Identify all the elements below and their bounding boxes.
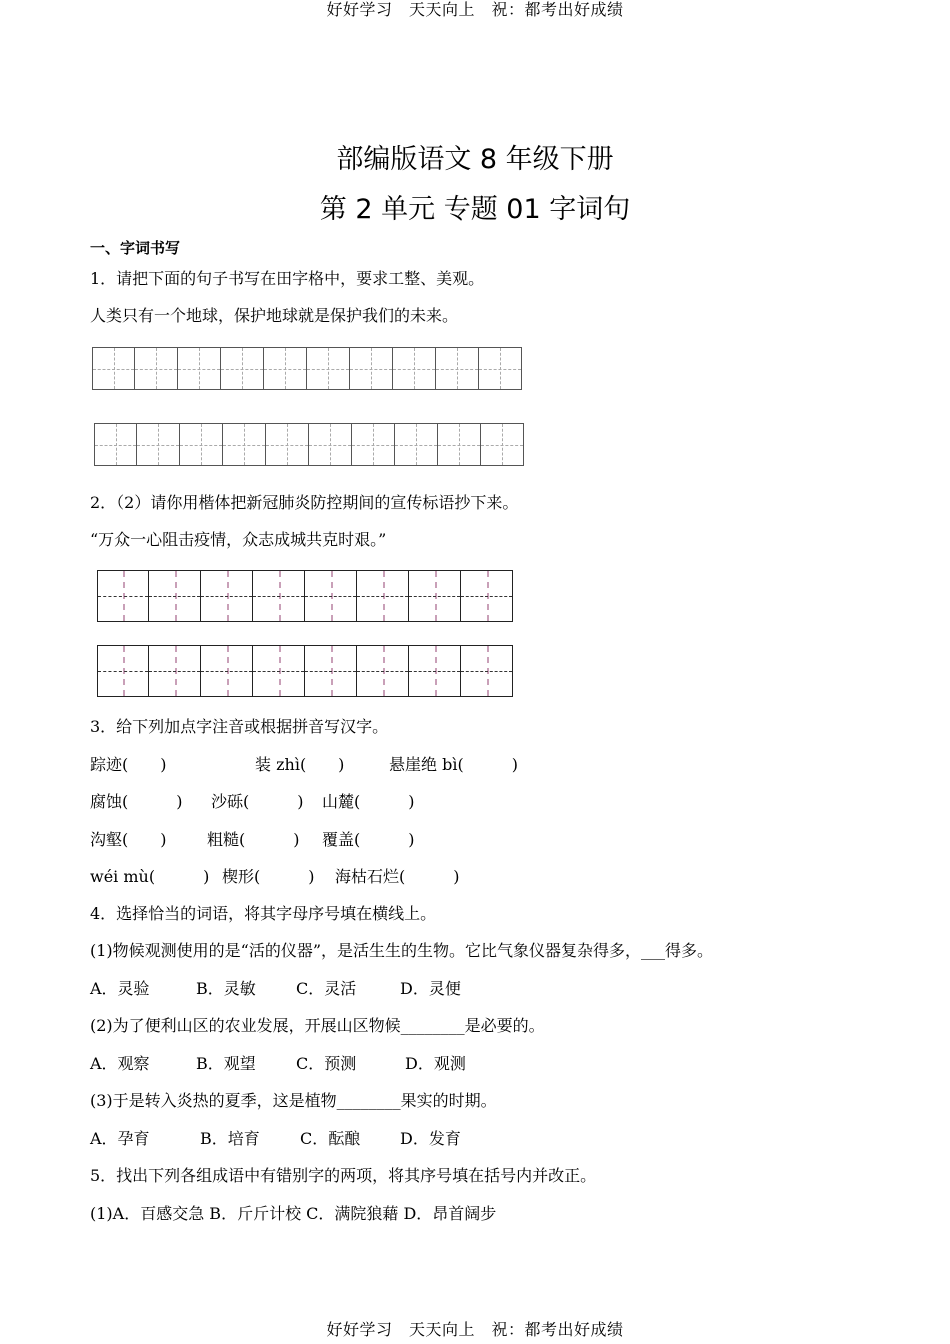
grid-cell[interactable]: [357, 570, 409, 622]
q3-item: 腐蚀( ): [90, 792, 183, 811]
q5-prompt: 5．找出下列各组成语中有错别字的两项，将其序号填在括号内并改正。: [90, 1166, 597, 1185]
grid-cell[interactable]: [395, 423, 438, 466]
q3-item: 山麓( ): [322, 792, 415, 811]
q3-item: wéi mù( ): [90, 867, 210, 886]
q3-prompt: 3．给下列加点字注音或根据拼音写汉字。: [90, 717, 389, 736]
q4-sub1: (1)物候观测使用的是“活的仪器”，是活生生的生物。它比气象仪器复杂得多，___得多。: [90, 941, 714, 960]
grid-cell[interactable]: [350, 347, 393, 390]
grid-cell[interactable]: [305, 570, 357, 622]
grid-cell[interactable]: [357, 645, 409, 697]
q3-item: 海枯石烂( ): [335, 867, 460, 886]
q4-prompt: 4．选择恰当的词语，将其字母序号填在横线上。: [90, 904, 437, 923]
grid-cell[interactable]: [201, 645, 253, 697]
grid-cell[interactable]: [352, 423, 395, 466]
grid-cell[interactable]: [135, 347, 178, 390]
q3-item: 楔形( ): [222, 867, 315, 886]
tian-grid-row-1[interactable]: [92, 347, 522, 390]
section-heading: 一、字词书写: [90, 239, 181, 257]
option-b: B．灵敏: [196, 979, 256, 998]
doc-subtitle: 第 2 单元 专题 01 字词句: [319, 194, 631, 225]
option-c: C．预测: [296, 1054, 357, 1073]
option-b: B．培育: [200, 1129, 260, 1148]
option-d: D．观测: [405, 1054, 466, 1073]
grid-cell[interactable]: [178, 347, 221, 390]
grid-cell[interactable]: [97, 570, 149, 622]
grid-cell[interactable]: [409, 645, 461, 697]
grid-cell[interactable]: [393, 347, 436, 390]
q2-prompt: 2．（2）请你用楷体把新冠肺炎防控期间的宣传标语抄下来。: [90, 493, 519, 512]
grid-cell[interactable]: [180, 423, 223, 466]
grid-cell[interactable]: [461, 645, 513, 697]
grid-cell[interactable]: [266, 423, 309, 466]
grid-cell[interactable]: [479, 347, 522, 390]
page-header: 好好学习 天天向上 祝：都考出好成绩: [326, 0, 624, 19]
grid-cell[interactable]: [149, 570, 201, 622]
grid-cell[interactable]: [481, 423, 524, 466]
q3-item: 装 zhì( ): [255, 755, 345, 774]
option-d: D．灵便: [400, 979, 461, 998]
option-a: A．灵验: [90, 979, 150, 998]
page-footer: 好好学习 天天向上 祝：都考出好成绩: [326, 1320, 624, 1339]
q3-item: 悬崖绝 bì( ): [389, 755, 518, 774]
grid-cell[interactable]: [221, 347, 264, 390]
q4-sub2: (2)为了便利山区的农业发展，开展山区物候________是必要的。: [90, 1016, 545, 1035]
grid-cell[interactable]: [409, 570, 461, 622]
q3-item: 踪迹( ): [90, 755, 167, 774]
grid-cell[interactable]: [223, 423, 266, 466]
grid-cell[interactable]: [307, 347, 350, 390]
grid-cell[interactable]: [137, 423, 180, 466]
q3-item: 粗糙( ): [207, 830, 300, 849]
grid-cell[interactable]: [92, 347, 135, 390]
big-grid-row-2[interactable]: [97, 645, 513, 697]
grid-cell[interactable]: [436, 347, 479, 390]
tian-grid-row-2[interactable]: [94, 423, 524, 466]
option-b: B．观望: [196, 1054, 256, 1073]
q4-sub3: (3)于是转入炎热的夏季，这是植物________果实的时期。: [90, 1091, 497, 1110]
q1-sentence: 人类只有一个地球，保护地球就是保护我们的未来。: [90, 306, 459, 325]
q3-item: 沙砾( ): [211, 792, 304, 811]
grid-cell[interactable]: [305, 645, 357, 697]
q2-slogan: “万众一心阻击疫情，众志成城共克时艰。”: [90, 530, 387, 549]
grid-cell[interactable]: [97, 645, 149, 697]
grid-cell[interactable]: [309, 423, 352, 466]
doc-title: 部编版语文 8 年级下册: [336, 144, 614, 175]
grid-cell[interactable]: [264, 347, 307, 390]
option-a: A．孕育: [90, 1129, 150, 1148]
grid-cell[interactable]: [94, 423, 137, 466]
q1-prompt: 1．请把下面的句子书写在田字格中，要求工整、美观。: [90, 269, 485, 288]
option-c: C．灵活: [296, 979, 357, 998]
option-c: C．酝酿: [300, 1129, 361, 1148]
q3-item: 覆盖( ): [322, 830, 415, 849]
q5-sub1: (1)A．百感交急 B．斤斤计校 C．满院狼藉 D．昂首阔步: [90, 1204, 497, 1223]
big-grid-row-1[interactable]: [97, 570, 513, 622]
option-d: D．发育: [400, 1129, 461, 1148]
option-a: A．观察: [90, 1054, 150, 1073]
grid-cell[interactable]: [149, 645, 201, 697]
grid-cell[interactable]: [253, 645, 305, 697]
grid-cell[interactable]: [201, 570, 253, 622]
q3-item: 沟壑( ): [90, 830, 167, 849]
grid-cell[interactable]: [253, 570, 305, 622]
grid-cell[interactable]: [438, 423, 481, 466]
grid-cell[interactable]: [461, 570, 513, 622]
